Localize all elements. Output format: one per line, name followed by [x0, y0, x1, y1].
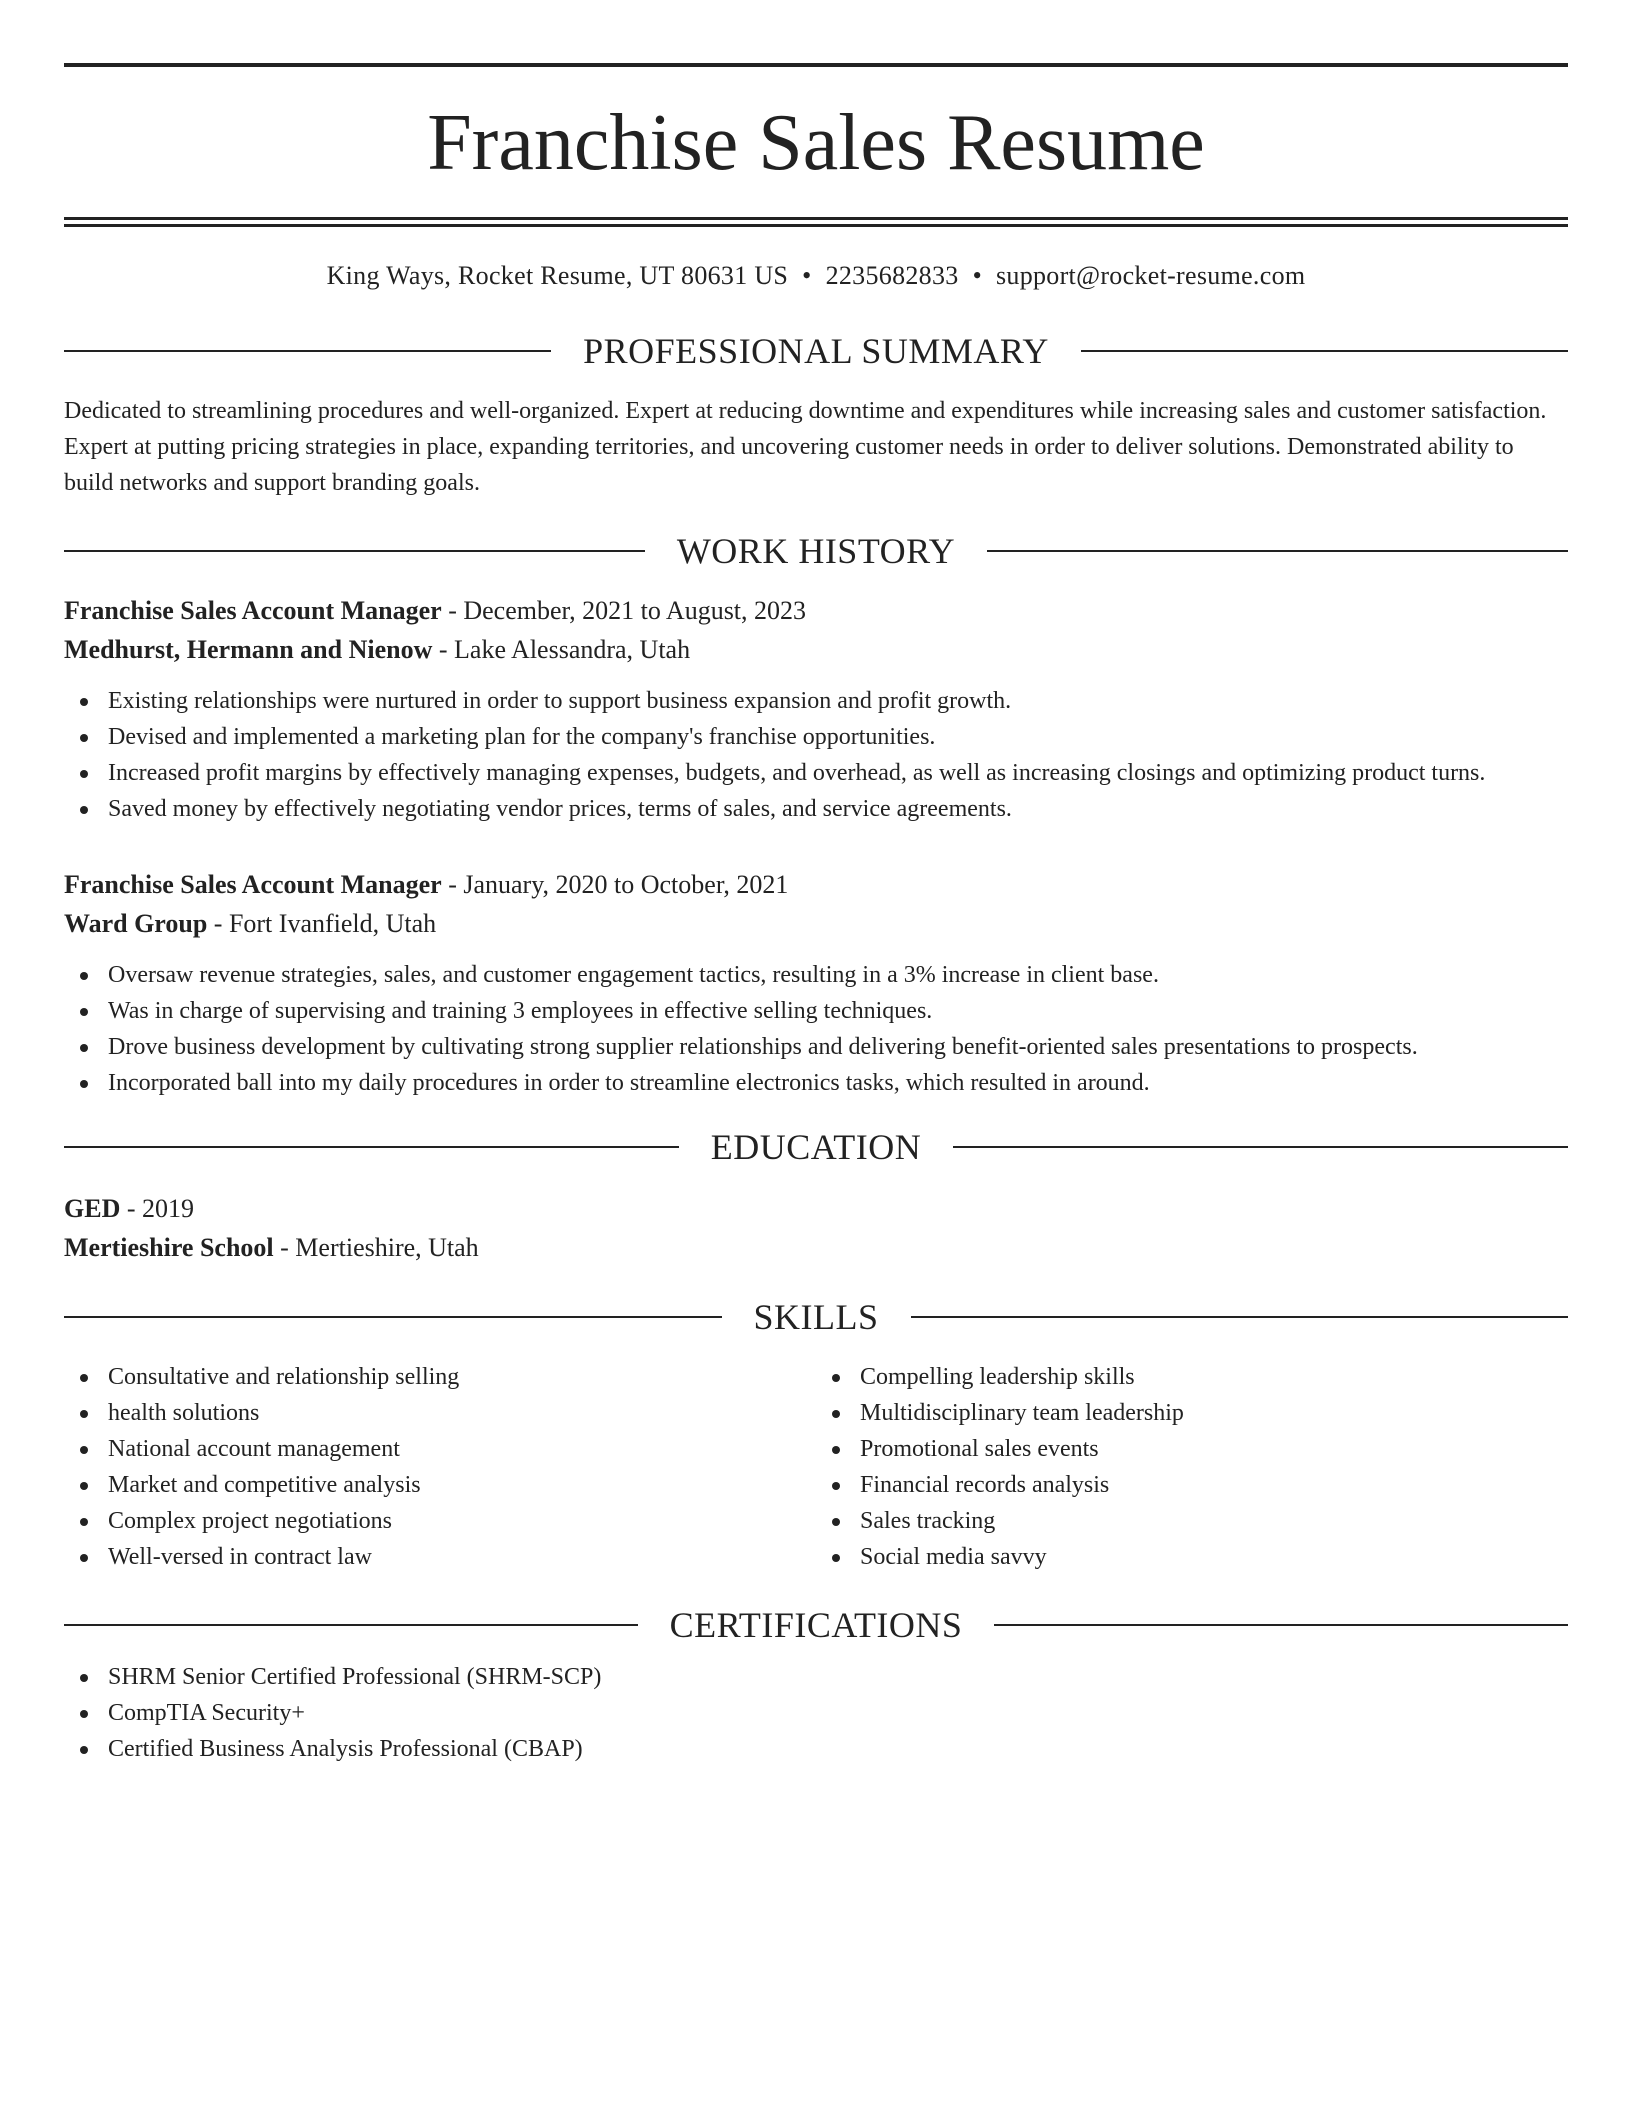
job-company-line	[64, 630, 1568, 669]
job-location: - Fort Ivanfield, Utah	[207, 909, 437, 938]
section-rule	[1081, 350, 1568, 352]
list-item: Sales tracking	[816, 1503, 1568, 1539]
section-rule	[64, 1146, 679, 1148]
contact-phone: 2235682833	[825, 261, 959, 290]
education-degree-line	[64, 1189, 1568, 1228]
job-bullets	[64, 957, 1568, 1101]
list-item: Drove business development by cultivating strong supplier relationships and delivering benefit-oriented sales presentations to prospects.	[64, 1029, 1568, 1065]
list-item: Social media savvy	[816, 1539, 1568, 1575]
section-rule	[911, 1316, 1569, 1318]
section-rule	[64, 350, 551, 352]
job-entry	[64, 591, 1568, 827]
contact-line	[64, 261, 1568, 291]
skills-grid	[64, 1359, 1568, 1575]
list-item: Complex project negotiations	[64, 1503, 816, 1539]
contact-separator: •	[802, 261, 812, 290]
contact-separator: •	[972, 261, 982, 290]
section-header-skills	[64, 1297, 1568, 1337]
job-title: Franchise Sales Account Manager	[64, 596, 442, 625]
section-header-summary	[64, 331, 1568, 371]
list-item: Financial records analysis	[816, 1467, 1568, 1503]
skills-column-right	[816, 1359, 1568, 1575]
section-rule	[64, 550, 645, 552]
list-item: health solutions	[64, 1395, 816, 1431]
contact-address: King Ways, Rocket Resume, UT 80631 US	[326, 261, 789, 290]
section-title: WORK HISTORY	[676, 531, 956, 571]
education-year: - 2019	[120, 1194, 195, 1223]
job-company-line	[64, 904, 1568, 943]
section-rule	[64, 1624, 638, 1626]
list-item: Increased profit margins by effectively managing expenses, budgets, and overhead, as well as increasing closings and optimizing product turns.	[64, 755, 1568, 791]
list-item: Well-versed in contract law	[64, 1539, 816, 1575]
list-item: Consultative and relationship selling	[64, 1359, 816, 1395]
list-item: Devised and implemented a marketing plan for the company's franchise opportunities.	[64, 719, 1568, 755]
list-item: Existing relationships were nurtured in order to support business expansion and profit growth.	[64, 683, 1568, 719]
section-header-certifications	[64, 1605, 1568, 1645]
section-rule	[64, 1316, 722, 1318]
list-item: Multidisciplinary team leadership	[816, 1395, 1568, 1431]
education-school-line	[64, 1228, 1568, 1267]
education-entry	[64, 1189, 1568, 1267]
section-header-work-history	[64, 531, 1568, 571]
job-entry	[64, 865, 1568, 1101]
job-company: Ward Group	[64, 909, 208, 938]
section-title: EDUCATION	[710, 1127, 922, 1167]
job-dates: - December, 2021 to August, 2023	[441, 596, 807, 625]
job-company: Medhurst, Hermann and Nienow	[64, 635, 433, 664]
job-title: Franchise Sales Account Manager	[64, 870, 442, 899]
section-title: CERTIFICATIONS	[669, 1605, 963, 1645]
list-item: Oversaw revenue strategies, sales, and customer engagement tactics, resulting in a 3% increase in client base.	[64, 957, 1568, 993]
section-rule	[987, 550, 1568, 552]
list-item: Was in charge of supervising and training 3 employees in effective selling techniques.	[64, 993, 1568, 1029]
list-item: Market and competitive analysis	[64, 1467, 816, 1503]
list-item: National account management	[64, 1431, 816, 1467]
list-item: SHRM Senior Certified Professional (SHRM-SCP)	[64, 1659, 1568, 1695]
section-rule	[994, 1624, 1568, 1626]
list-item: CompTIA Security+	[64, 1695, 1568, 1731]
job-bullets	[64, 683, 1568, 827]
section-header-education	[64, 1127, 1568, 1167]
job-location: - Lake Alessandra, Utah	[432, 635, 691, 664]
education-school: Mertieshire School	[64, 1233, 274, 1262]
section-rule	[953, 1146, 1568, 1148]
skills-column-left	[64, 1359, 816, 1575]
title-double-rule	[64, 217, 1568, 227]
resume-title: Franchise Sales Resume	[427, 99, 1205, 187]
top-rule	[64, 63, 1568, 67]
certifications-list	[64, 1659, 1568, 1767]
list-item: Incorporated ball into my daily procedures in order to streamline electronics tasks, which resulted in around.	[64, 1065, 1568, 1101]
section-title: PROFESSIONAL SUMMARY	[583, 331, 1049, 371]
education-degree: GED	[64, 1194, 121, 1223]
education-location: - Mertieshire, Utah	[273, 1233, 479, 1262]
job-title-line	[64, 865, 1568, 904]
job-title-line	[64, 591, 1568, 630]
list-item: Compelling leadership skills	[816, 1359, 1568, 1395]
contact-email[interactable]: support@rocket-resume.com	[995, 261, 1306, 290]
list-item: Certified Business Analysis Professional (CBAP)	[64, 1731, 1568, 1767]
summary-text: Dedicated to streamlining procedures and well-organized. Expert at reducing downtime and expenditures while increasing sales and customer satisfaction. Expert at putting pricing strategies in place, expanding territories, and uncovering customer needs in order to deliver solutions. Demonstrated ability to build networks and support branding goals.	[64, 398, 1547, 496]
section-title: SKILLS	[753, 1297, 879, 1337]
list-item: Saved money by effectively negotiating vendor prices, terms of sales, and service agreements.	[64, 791, 1568, 827]
job-dates: - January, 2020 to October, 2021	[441, 870, 789, 899]
list-item: Promotional sales events	[816, 1431, 1568, 1467]
